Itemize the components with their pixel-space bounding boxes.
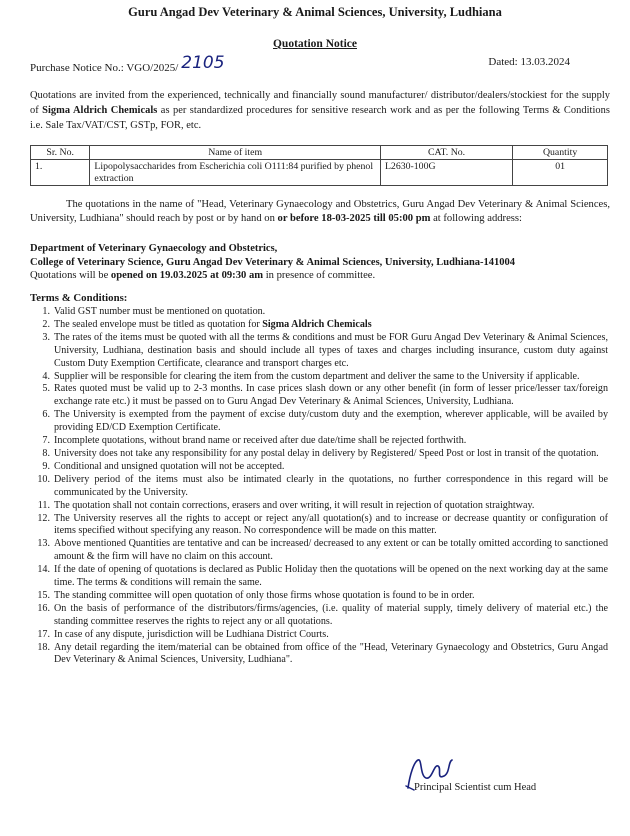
header-cat-no: CAT. No. bbox=[380, 146, 512, 160]
term-item bbox=[30, 371, 608, 384]
term-item bbox=[30, 500, 608, 513]
intro-text-before: Quotations are invited from the experienced, technically and financially sound manufacturer/ distributor/dealers/stockiest for the supply of bbox=[30, 90, 610, 116]
submission-paragraph bbox=[30, 198, 610, 226]
term-number: 16. bbox=[37, 602, 50, 614]
term-text: Delivery period of the items must also be intimated clearly in the quotations, no further correspondence in this regard will be communicated by the University. bbox=[54, 473, 608, 498]
term-item bbox=[30, 448, 608, 461]
term-number: 10. bbox=[37, 473, 50, 485]
term-text: Rates quoted must be valid up to 2-3 months. In case prices slash down or any other benefit (in form of lesser price/lesser tax/foreign exchange rate etc.) it must be passed on to Guru Angad Dev Veterinary & Animal Sciences, University, Ludhiana. bbox=[54, 383, 608, 408]
term-text: If the date of opening of quotations is declared as Public Holiday then the quotations will be opened on the next working day at the same time. The terms & conditions will remain the same. bbox=[54, 564, 608, 589]
cell-item-name: Lipopolysaccharides from Escherichia coli O111:84 purified by phenol extraction bbox=[90, 160, 381, 186]
cell-cat-no: L2630-100G bbox=[380, 160, 512, 186]
intro-text-after: as per standardized procedures for sensitive research work and as per the following Terms & Conditions i.e. Sale Tax/VAT/CST, GSTp, FOR, etc. bbox=[30, 105, 611, 131]
term-item bbox=[30, 642, 608, 668]
term-number: 13. bbox=[37, 538, 50, 550]
term-text-bold: Sigma Aldrich Chemicals bbox=[262, 318, 372, 330]
university-header: Guru Angad Dev Veterinary & Animal Sciences, University, Ludhiana bbox=[128, 5, 502, 19]
term-text: The quotation shall not contain corrections, erasers and over writing, it will result in rejection of quotation straightway. bbox=[54, 499, 535, 511]
term-item bbox=[30, 474, 608, 500]
cell-quantity: 01 bbox=[513, 160, 608, 186]
term-number: 18. bbox=[37, 641, 50, 653]
purchase-notice-row bbox=[30, 53, 608, 76]
intro-paragraph bbox=[30, 88, 610, 133]
handwritten-notice-number: 2105 bbox=[181, 53, 225, 73]
term-text: The rates of the items must be quoted with all the terms & conditions and must be FOR Guru Angad Dev Veterinary & Animal Sciences, University, Ludhiana, destination basis and should include all types of taxes and charges including insurance, custom duty against Custom Duty Exemption Certificate, clearance and transport charges etc. bbox=[54, 331, 608, 369]
term-number: 15. bbox=[37, 589, 50, 601]
header-sr-no: Sr. No. bbox=[31, 146, 90, 160]
opening-statement bbox=[30, 270, 610, 281]
term-item bbox=[30, 590, 608, 603]
term-number: 2. bbox=[42, 318, 50, 330]
term-item bbox=[30, 603, 608, 629]
table-row bbox=[31, 160, 608, 186]
term-item bbox=[30, 319, 608, 332]
purchase-notice-label: Purchase Notice No.: VGO/2025/ bbox=[30, 62, 179, 74]
term-item bbox=[30, 538, 608, 564]
term-item bbox=[30, 383, 608, 409]
term-text: On the basis of performance of the distributors/firms/agencies, (i.e. quality of material supply, timely delivery of material etc.) the standing committee reserves the rights to reject any or all quotations. bbox=[54, 602, 608, 627]
submission-address bbox=[30, 242, 620, 270]
address-line-department: Department of Veterinary Gynaecology and Obstetrics, bbox=[30, 243, 278, 254]
term-item bbox=[30, 332, 608, 371]
term-text: The University is exempted from the payment of excise duty/custom duty and the exemption, wherever applicable, will be availed by providing ED/CD Exemption Certificate. bbox=[54, 409, 608, 434]
term-text: Conditional and unsigned quotation will not be accepted. bbox=[54, 460, 285, 472]
term-item bbox=[30, 513, 608, 539]
signatory-title: Principal Scientist cum Head bbox=[414, 782, 537, 793]
cell-sr-no: 1. bbox=[31, 160, 90, 186]
address-line-college: College of Veterinary Science, Guru Angad Dev Veterinary & Animal Sciences, University, Ludhiana-141004 bbox=[30, 257, 516, 268]
term-text: The sealed envelope must be titled as quotation for bbox=[54, 318, 263, 330]
opening-text-after: in presence of committee. bbox=[263, 270, 376, 281]
term-number: 1. bbox=[42, 306, 50, 317]
term-item bbox=[30, 409, 608, 435]
signature-block bbox=[400, 762, 600, 802]
term-text: Any detail regarding the item/material can be obtained from office of the "Head, Veterinary Gynaecology and Obstetrics, Guru Angad Dev Veterinary & Animal Sciences, University, Ludhiana". bbox=[54, 641, 608, 666]
submission-deadline: or before 18-03-2025 till 05:00 pm bbox=[277, 213, 431, 224]
intro-supplier-bold: Sigma Aldrich Chemicals bbox=[42, 105, 158, 116]
term-text: In case of any dispute, jurisdiction will be Ludhiana District Courts. bbox=[54, 628, 329, 640]
term-text: Supplier will be responsible for clearing the item from the custom department and deliver the same to the University if applicable. bbox=[54, 370, 580, 382]
term-item bbox=[30, 564, 608, 590]
items-table-header-row bbox=[31, 146, 608, 160]
term-number: 4. bbox=[42, 370, 50, 382]
term-text: University does not take any responsibility for any postal delay in delivery by Registered/ Speed Post or lost in transit of the quotation. bbox=[54, 447, 599, 459]
notice-title: Quotation Notice bbox=[272, 38, 357, 50]
term-number: 3. bbox=[42, 331, 50, 343]
term-number: 11. bbox=[37, 499, 50, 511]
opening-text-before: Quotations will be bbox=[30, 270, 111, 281]
term-number: 17. bbox=[37, 628, 50, 640]
header-quantity: Quantity bbox=[513, 146, 608, 160]
terms-heading: Terms & Conditions: bbox=[30, 292, 128, 304]
items-table bbox=[30, 145, 608, 186]
terms-list bbox=[30, 306, 608, 667]
term-number: 12. bbox=[37, 512, 50, 524]
term-number: 14. bbox=[37, 564, 50, 576]
term-text: The standing committee will open quotation of only those firms whose quotation is found to be in order. bbox=[54, 589, 475, 601]
term-text: Above mentioned Quantities are tentative and can be increased/ decreased to any extent or can be totally omitted according to sanctioned amount & the firm will have no claim on this account. bbox=[54, 538, 608, 563]
term-number: 9. bbox=[42, 460, 50, 472]
opening-date-bold: opened on 19.03.2025 at 09:30 am bbox=[110, 270, 264, 281]
term-item bbox=[30, 306, 608, 319]
term-item bbox=[30, 629, 608, 642]
term-text: Valid GST number must be mentioned on quotation. bbox=[54, 306, 266, 317]
notice-date: Dated: 13.03.2024 bbox=[488, 56, 570, 68]
submission-text: The quotations in the name of "Head, Veterinary Gynaecology and Obstetrics, Guru Angad Dev Veterinary & Animal Sciences, University, Ludhiana" should reach by post or by hand on bbox=[30, 199, 610, 224]
header-name-of-item: Name of item bbox=[90, 146, 381, 160]
term-number: 5. bbox=[42, 383, 50, 395]
term-number: 6. bbox=[42, 409, 50, 421]
term-item bbox=[30, 435, 608, 448]
term-item bbox=[30, 461, 608, 474]
submission-tail: at following address: bbox=[430, 213, 522, 224]
term-text: Incomplete quotations, without brand name or received after due date/time shall be rejected forthwith. bbox=[54, 435, 467, 447]
term-number: 8. bbox=[42, 447, 50, 459]
term-number: 7. bbox=[42, 435, 50, 447]
term-text: The University reserves all the rights to accept or reject any/all quotation(s) and to increase or decrease quantity or configuration of items specified without specifying any reason. No correspondence will be made on this matter. bbox=[54, 512, 608, 537]
